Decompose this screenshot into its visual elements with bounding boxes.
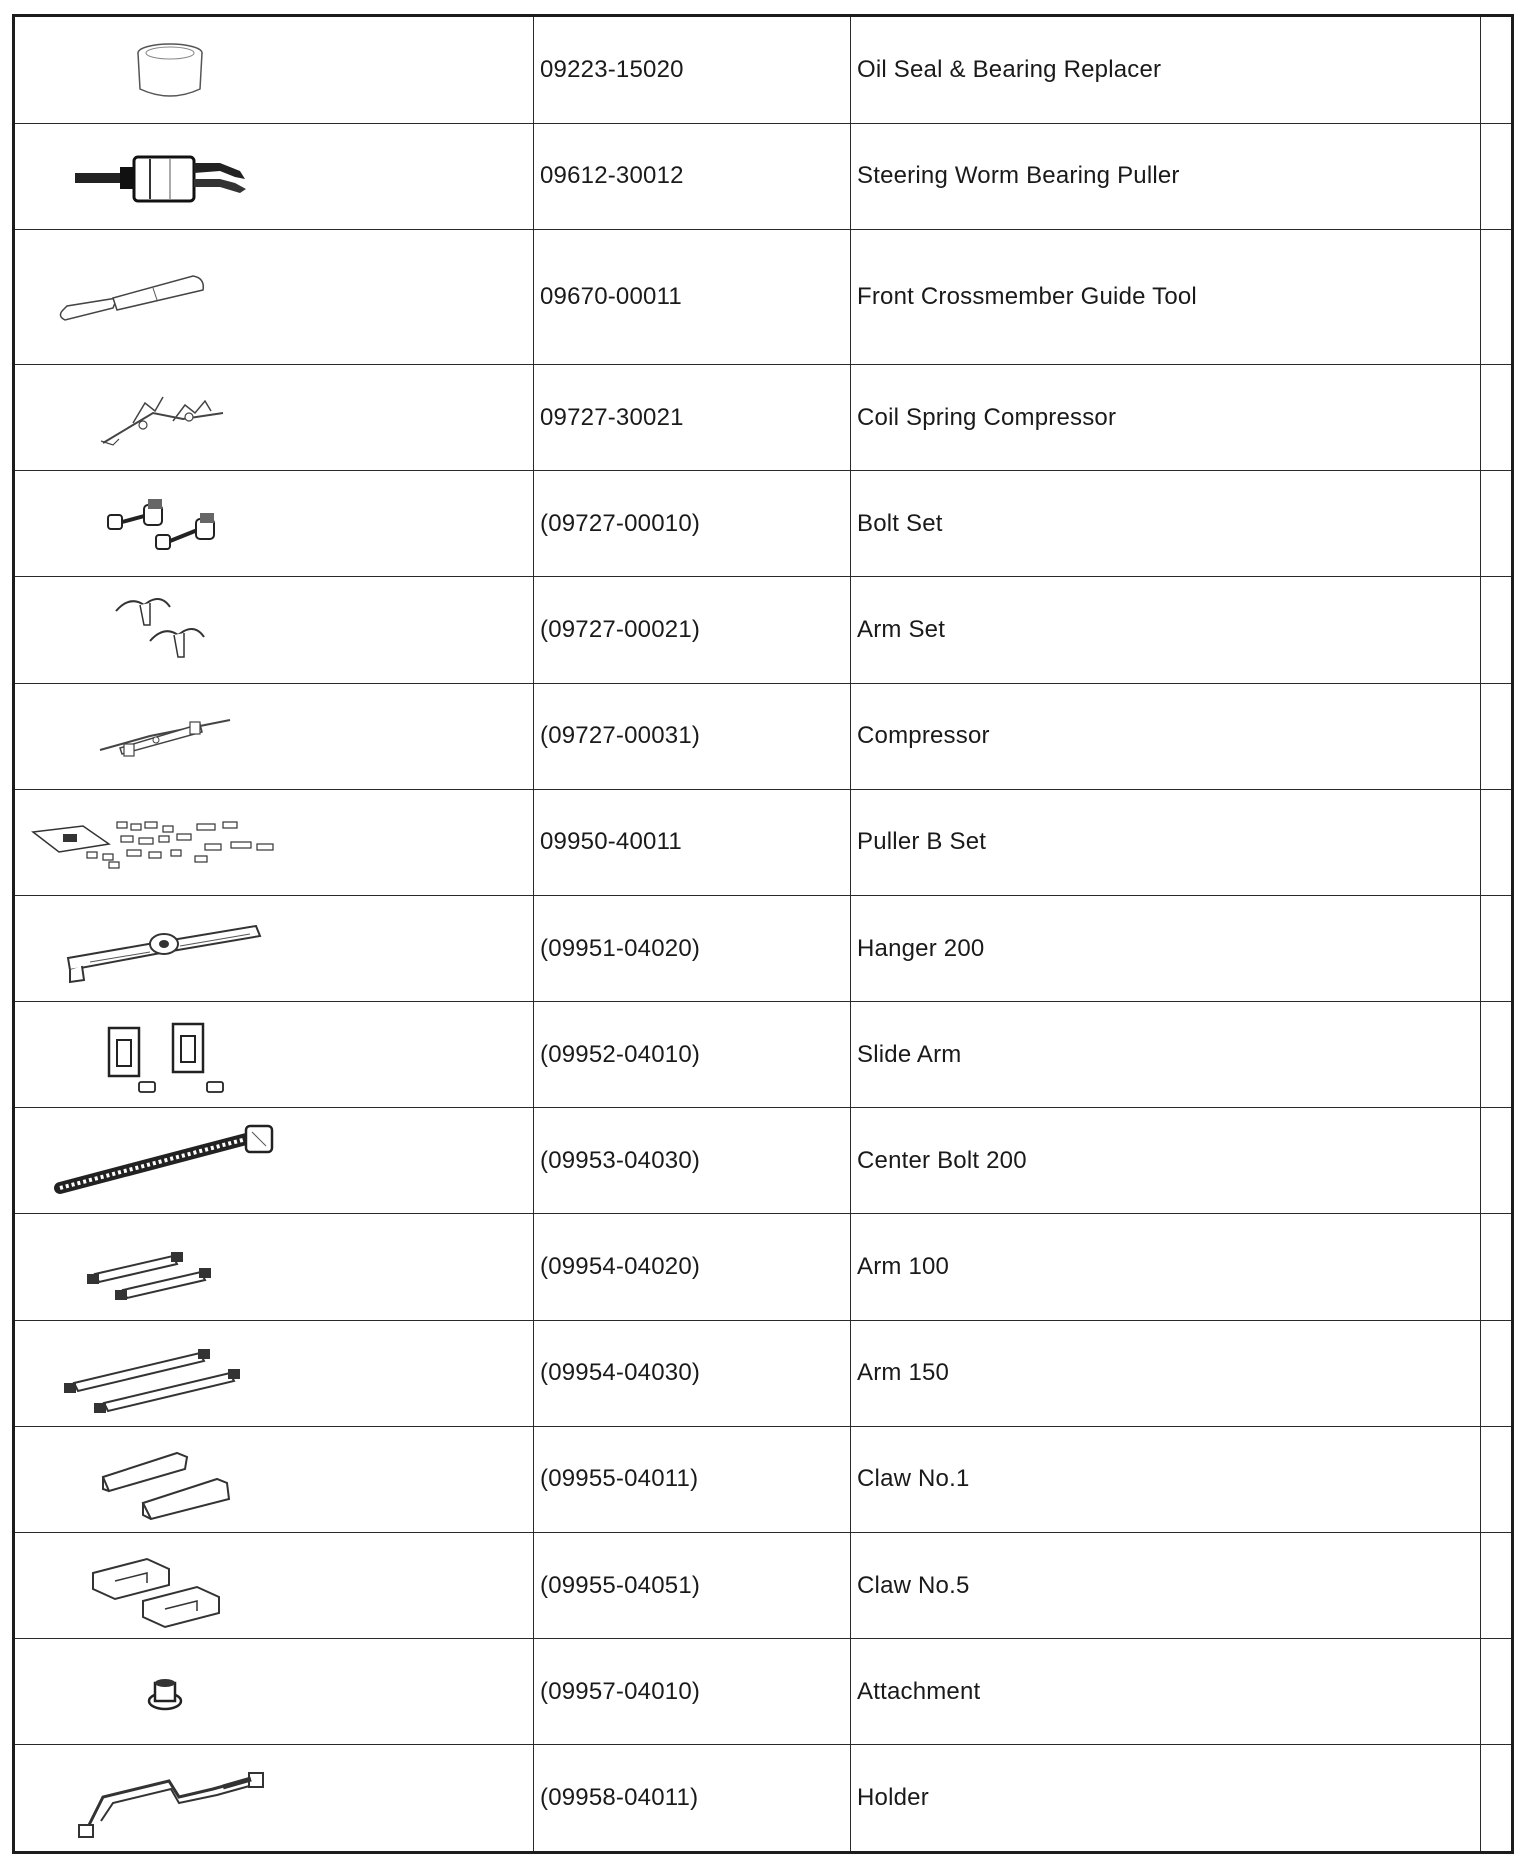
table-row [15, 1214, 1511, 1320]
tool-name: Hanger 200 [851, 895, 1481, 1001]
spring-compressor-icon [15, 365, 533, 470]
table-row [15, 123, 1511, 229]
table-row [15, 471, 1511, 577]
puller-set-icon [15, 790, 533, 895]
bolt-set-icon [15, 471, 533, 576]
empty-cell [1481, 1426, 1512, 1532]
tool-name: Arm 150 [851, 1320, 1481, 1426]
table-row [15, 1108, 1511, 1214]
table-row [15, 229, 1511, 364]
claw-5-icon [15, 1533, 533, 1638]
tool-name: Holder [851, 1745, 1481, 1851]
tool-name: Bolt Set [851, 471, 1481, 577]
table-row [15, 1745, 1511, 1851]
tool-name: Front Crossmember Guide Tool [851, 229, 1481, 364]
bearing-puller-icon [15, 124, 533, 229]
empty-cell [1481, 1214, 1512, 1320]
illustration-cell [15, 895, 534, 1001]
holder-icon [15, 1745, 533, 1851]
tool-name: Arm 100 [851, 1214, 1481, 1320]
part-number: (09955-04011) [534, 1426, 851, 1532]
illustration-cell [15, 1639, 534, 1745]
tool-name: Slide Arm [851, 1002, 1481, 1108]
tool-name: Puller B Set [851, 789, 1481, 895]
tool-name: Arm Set [851, 577, 1481, 683]
arm-set-icon [15, 577, 533, 682]
table-row [15, 17, 1511, 123]
empty-cell [1481, 789, 1512, 895]
tool-name: Attachment [851, 1639, 1481, 1745]
illustration-cell [15, 683, 534, 789]
empty-cell [1481, 17, 1512, 123]
compressor-icon [15, 684, 533, 789]
table-row [15, 1426, 1511, 1532]
illustration-cell [15, 471, 534, 577]
illustration-cell [15, 365, 534, 471]
table-row [15, 789, 1511, 895]
illustration-cell [15, 1745, 534, 1851]
table-row [15, 1320, 1511, 1426]
tool-name: Compressor [851, 683, 1481, 789]
tool-name: Center Bolt 200 [851, 1108, 1481, 1214]
illustration-cell [15, 1426, 534, 1532]
illustration-cell [15, 1002, 534, 1108]
illustration-cell [15, 1320, 534, 1426]
empty-cell [1481, 229, 1512, 364]
part-number: (09727-00031) [534, 683, 851, 789]
table-row [15, 683, 1511, 789]
illustration-cell [15, 1214, 534, 1320]
table-row [15, 1002, 1511, 1108]
part-number: (09955-04051) [534, 1532, 851, 1638]
part-number: 09612-30012 [534, 123, 851, 229]
part-number: (09954-04020) [534, 1214, 851, 1320]
slide-arm-icon [15, 1002, 533, 1107]
table-row [15, 1639, 1511, 1745]
illustration-cell [15, 1108, 534, 1214]
part-number: (09952-04010) [534, 1002, 851, 1108]
part-number: (09958-04011) [534, 1745, 851, 1851]
empty-cell [1481, 895, 1512, 1001]
table-row [15, 895, 1511, 1001]
empty-cell [1481, 683, 1512, 789]
claw-1-icon [15, 1427, 533, 1532]
part-number: 09950-40011 [534, 789, 851, 895]
part-number: (09951-04020) [534, 895, 851, 1001]
empty-cell [1481, 1108, 1512, 1214]
empty-cell [1481, 471, 1512, 577]
empty-cell [1481, 1639, 1512, 1745]
empty-cell [1481, 123, 1512, 229]
seal-replacer-icon [15, 17, 533, 123]
arm-100-icon [15, 1214, 533, 1319]
illustration-cell [15, 123, 534, 229]
center-bolt-icon [15, 1108, 533, 1213]
empty-cell [1481, 365, 1512, 471]
illustration-cell [15, 229, 534, 364]
tool-table [15, 17, 1511, 1851]
empty-cell [1481, 1002, 1512, 1108]
guide-tool-icon [15, 230, 533, 364]
illustration-cell [15, 1532, 534, 1638]
empty-cell [1481, 1745, 1512, 1851]
part-number: (09727-00021) [534, 577, 851, 683]
illustration-cell [15, 577, 534, 683]
part-number: (09727-00010) [534, 471, 851, 577]
arm-150-icon [15, 1321, 533, 1426]
part-number: 09223-15020 [534, 17, 851, 123]
illustration-cell [15, 17, 534, 123]
part-number: 09670-00011 [534, 229, 851, 364]
hanger-icon [15, 896, 533, 1001]
attachment-icon [15, 1639, 533, 1744]
tool-name: Coil Spring Compressor [851, 365, 1481, 471]
empty-cell [1481, 1532, 1512, 1638]
tool-table-sheet [12, 14, 1514, 1854]
tool-name: Steering Worm Bearing Puller [851, 123, 1481, 229]
part-number: 09727-30021 [534, 365, 851, 471]
tool-name: Claw No.5 [851, 1532, 1481, 1638]
table-row [15, 577, 1511, 683]
table-row [15, 1532, 1511, 1638]
empty-cell [1481, 1320, 1512, 1426]
part-number: (09954-04030) [534, 1320, 851, 1426]
illustration-cell [15, 789, 534, 895]
part-number: (09953-04030) [534, 1108, 851, 1214]
tool-name: Oil Seal & Bearing Replacer [851, 17, 1481, 123]
table-row [15, 365, 1511, 471]
tool-name: Claw No.1 [851, 1426, 1481, 1532]
empty-cell [1481, 577, 1512, 683]
part-number: (09957-04010) [534, 1639, 851, 1745]
